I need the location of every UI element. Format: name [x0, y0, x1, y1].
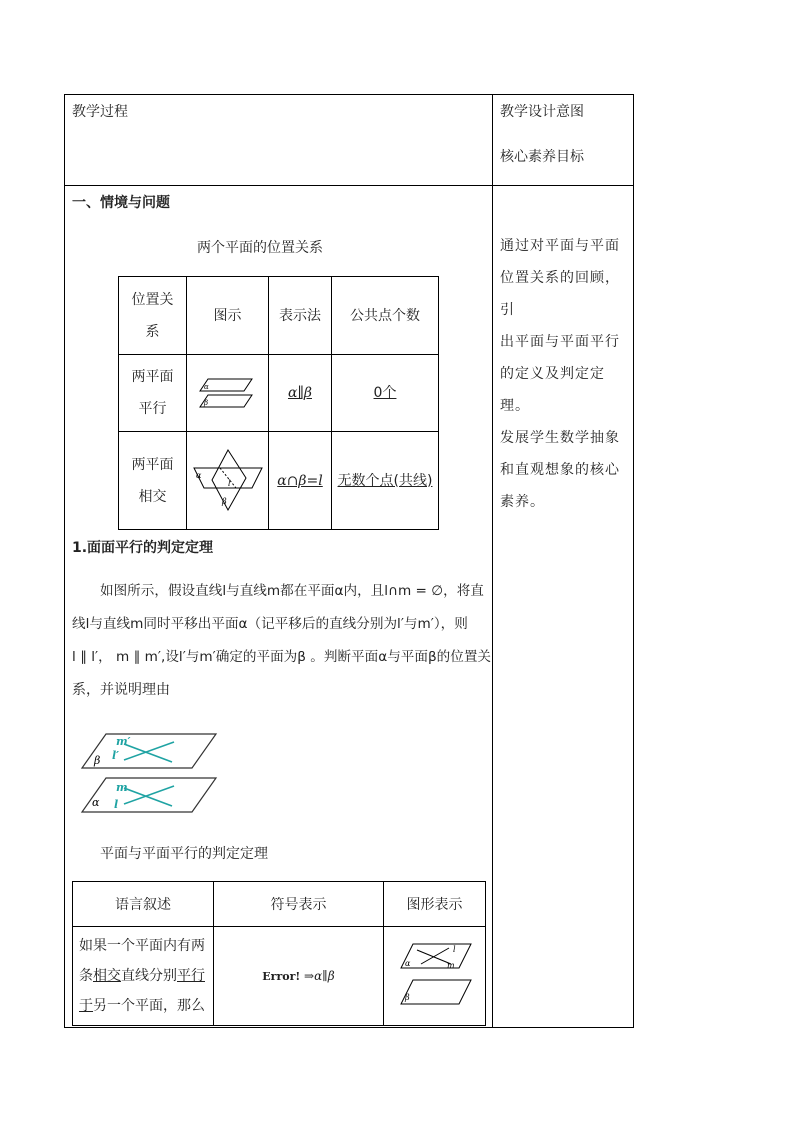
- row-name-cell: [119, 432, 187, 530]
- language-line-3: [79, 991, 213, 1021]
- side-note-line: 的定义及判定定理。: [500, 366, 605, 414]
- language-line-2: [79, 961, 213, 991]
- language-line-1: 如果一个平面内有两: [79, 938, 205, 954]
- header-diagram-text: 图示: [213, 307, 242, 324]
- header-core-literacy: 核心素养目标: [500, 149, 584, 165]
- translated-lines-figure: [80, 730, 220, 822]
- notation-intersect: α∩β=l: [277, 472, 323, 489]
- side-note-line: 位置关系的回顾，引: [500, 270, 620, 318]
- label-l: l: [114, 798, 119, 811]
- label-alpha: α: [195, 470, 201, 480]
- label-alpha: α: [92, 796, 100, 809]
- symbol-error-text: Error!: [262, 970, 301, 983]
- column-divider: [492, 94, 493, 1027]
- count-cell: [332, 355, 439, 432]
- text-seg-underlined: 于: [79, 998, 93, 1014]
- label-l: l: [227, 478, 231, 488]
- symbol-result-text: ⇒α∥β: [300, 969, 335, 983]
- table-row: [73, 927, 486, 1026]
- header-notation-text: 表示法: [279, 307, 321, 324]
- notation-cell: [269, 355, 332, 432]
- label-m: m: [446, 961, 455, 970]
- text-seg-underlined: 相交: [93, 968, 121, 984]
- label-l: l: [452, 945, 456, 954]
- side-note-line: 素养。: [500, 494, 545, 510]
- label-alpha: α: [404, 959, 410, 968]
- header-divider: [64, 185, 633, 186]
- paragraph-line-3: l ∥ l′， m ∥ m′,设l′与m′确定的平面为β 。判断平面α与平面β的位置关: [72, 649, 492, 665]
- label-beta: β: [404, 993, 410, 1002]
- parallel-planes-diagram: [198, 373, 258, 413]
- label-l-prime: l′: [112, 749, 120, 762]
- notation-parallel: α∥β: [287, 385, 312, 401]
- theorem-caption: 平面与平面平行的判定定理: [100, 846, 268, 862]
- side-note-line: 出平面与平面平行: [500, 334, 620, 350]
- table-row: [119, 277, 439, 355]
- count-parallel: 0个: [373, 385, 397, 401]
- table-row: [119, 432, 439, 530]
- row-name-cell: [119, 355, 187, 432]
- text-seg: 直线分别: [121, 968, 177, 984]
- row-name-intersect: 两平面 相交: [131, 456, 174, 505]
- table-header-cell: [187, 277, 269, 355]
- header-symbol: 符号表示: [270, 897, 327, 913]
- paragraph-line-2: 线l与直线m同时平移出平面α（记平移后的直线分别为l′与m′），则: [72, 616, 468, 632]
- table-header-cell: [214, 882, 384, 927]
- table-row: [73, 882, 486, 927]
- table-header-cell: [384, 882, 486, 927]
- theorem-planes-diagram: [397, 938, 473, 1014]
- label-beta: β: [203, 399, 208, 407]
- notation-cell: [269, 432, 332, 530]
- table-header-cell: [73, 882, 214, 927]
- header-figure: 图形表示: [406, 897, 463, 913]
- side-note-line: 发展学生数学抽象: [500, 430, 620, 446]
- label-alpha: α: [203, 383, 209, 391]
- label-m: m: [116, 781, 128, 794]
- header-count-text: 公共点个数: [350, 307, 420, 324]
- theorem-table: [72, 881, 486, 1026]
- table-caption-positions: 两个平面的位置关系: [197, 240, 323, 256]
- label-beta: β: [221, 496, 227, 506]
- count-intersect: 无数个点(共线): [337, 472, 433, 489]
- table-header-cell: [332, 277, 439, 355]
- label-m-prime: m′: [116, 735, 131, 748]
- header-design-intent: 教学设计意图: [500, 104, 584, 120]
- language-cell: [73, 927, 214, 1026]
- table-header-cell: [269, 277, 332, 355]
- text-seg: 另一个平面，那么: [93, 998, 205, 1014]
- table-row: [119, 355, 439, 432]
- text-seg: 条: [79, 968, 93, 984]
- side-note-line: 通过对平面与平面: [500, 238, 620, 254]
- label-beta: β: [94, 754, 101, 767]
- symbol-cell: [214, 927, 384, 1026]
- row-name-parallel: 两平面 平行: [131, 369, 174, 417]
- paragraph-line-4: 系，并说明理由: [72, 682, 170, 698]
- side-note: [500, 230, 630, 518]
- diagram-cell: [187, 432, 269, 530]
- section-heading-theorem: 1.面面平行的判定定理: [72, 540, 214, 556]
- figure-cell: [384, 927, 486, 1026]
- diagram-cell: [187, 355, 269, 432]
- intersecting-planes-diagram: [190, 446, 266, 516]
- table-header-cell: [119, 277, 187, 355]
- side-note-line: 和直观想象的核心: [500, 462, 620, 478]
- header-language: 语言叙述: [115, 897, 171, 913]
- section-heading-situation: 一、情境与问题: [72, 195, 170, 211]
- header-teaching-process: 教学过程: [72, 104, 128, 120]
- paragraph-line-1: 如图所示，假设直线l与直线m都在平面α内，且l∩m = ∅，将直: [100, 583, 484, 599]
- position-relationship-table: [118, 276, 439, 530]
- text-seg-underlined: 平行: [177, 968, 205, 984]
- header-position-text: 位置关 系: [131, 291, 174, 340]
- count-cell: [332, 432, 439, 530]
